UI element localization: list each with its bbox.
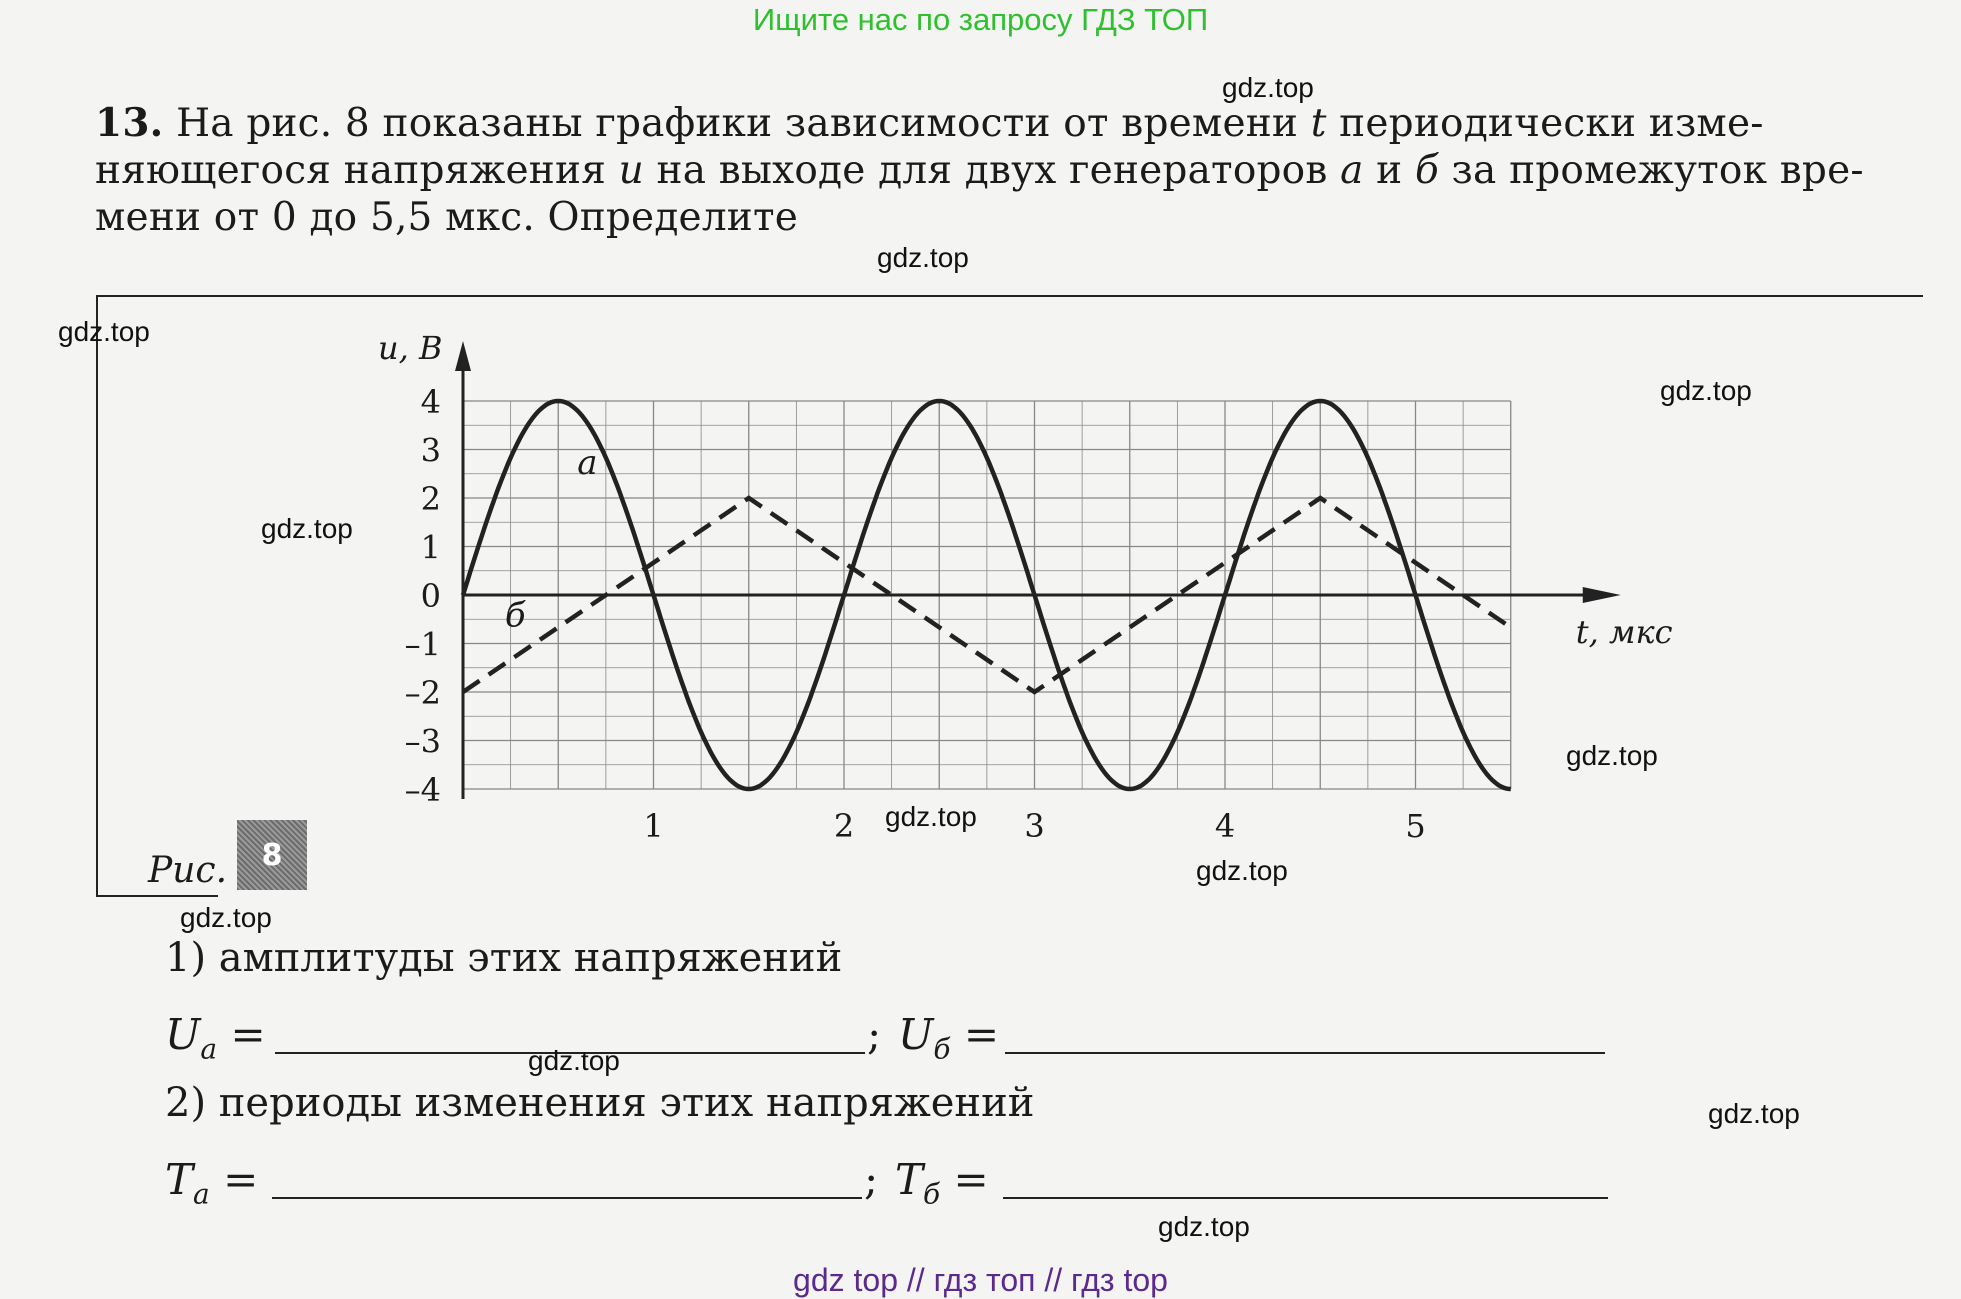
y-tick-label: 1: [420, 528, 441, 567]
answer-blank-ta[interactable]: [272, 1197, 862, 1199]
x-tick-label: 2: [833, 807, 855, 845]
problem-text-part: няющегося напряжения: [95, 148, 619, 193]
problem-text-part: периодически изме-: [1326, 101, 1764, 146]
answer-label-ub: [898, 1010, 999, 1065]
figure-number-badge: 8: [237, 820, 307, 890]
subscript-a: а: [193, 1177, 210, 1211]
y-tick-label: 2: [420, 480, 441, 518]
watermark: gdz.top: [1566, 740, 1658, 771]
watermark: gdz.top: [1222, 72, 1314, 103]
generator-b-label: б: [1414, 148, 1439, 193]
x-tick-label: 3: [1024, 807, 1045, 845]
symbol-u: U: [898, 1010, 934, 1059]
figure-caption: Рис.: [148, 850, 228, 891]
x-axis-label: t, мкс: [1575, 613, 1673, 651]
problem-text-part: мени от 0 до 5,5 мкс. Определите: [95, 195, 799, 240]
x-axis-arrow: [1583, 587, 1621, 603]
separator: ;: [867, 1010, 882, 1059]
variable-u: u: [618, 148, 644, 193]
answer-label-ta: [165, 1155, 258, 1210]
answer-label-tb: [895, 1155, 989, 1210]
answer-label-ua: [165, 1010, 266, 1065]
symbol-t: T: [895, 1155, 924, 1204]
generator-a-label: а: [1340, 148, 1364, 193]
y-axis-label: u, В: [378, 329, 443, 367]
y-axis-arrow: [455, 341, 471, 371]
y-tick-label: 4: [420, 383, 441, 421]
watermark: gdz.top: [528, 1045, 620, 1076]
y-tick-label: –1: [404, 625, 441, 664]
watermark: gdz.top: [1158, 1211, 1250, 1242]
y-tick-label: 0: [420, 577, 441, 615]
equals-sign: =: [217, 1010, 266, 1059]
y-tick-label: –4: [404, 771, 441, 809]
equals-sign: =: [940, 1155, 989, 1204]
series-b-label: б: [504, 595, 526, 636]
x-tick-label: 5: [1405, 807, 1426, 845]
separator: ;: [864, 1155, 879, 1204]
problem-number: 13.: [95, 100, 164, 146]
variable-t: t: [1310, 101, 1327, 146]
y-tick-label: 3: [420, 431, 441, 470]
watermark: gdz.top: [180, 902, 272, 933]
watermark: gdz.top: [885, 801, 977, 832]
watermark: gdz.top: [261, 513, 353, 544]
problem-text-part: На рис. 8 показаны графики зависимости от времени: [176, 101, 1311, 146]
x-tick-label: 1: [643, 807, 664, 845]
problem-text-part: и: [1363, 148, 1415, 193]
answer-blank-ub[interactable]: [1005, 1052, 1605, 1054]
equals-sign: =: [209, 1155, 259, 1204]
watermark: gdz.top: [1660, 375, 1752, 406]
footer-links[interactable]: gdz top // гдз топ // гдз top: [793, 1262, 1168, 1298]
search-banner[interactable]: Ищите нас по запросу ГДЗ ТОП: [752, 2, 1209, 37]
y-tick-label: –2: [404, 674, 441, 712]
symbol-u: U: [165, 1010, 201, 1059]
series-a-label: а: [577, 442, 598, 483]
problem-text-part: на выходе для двух генераторов: [643, 148, 1341, 193]
problem-text-part: за промежуток вре-: [1438, 148, 1864, 193]
subscript-b: б: [923, 1177, 941, 1211]
answer-blank-tb[interactable]: [1003, 1197, 1608, 1199]
question-2: 2) периоды изменения этих напряжений: [165, 1080, 1035, 1126]
subscript-b: б: [933, 1032, 951, 1066]
x-tick-label: 4: [1214, 807, 1236, 845]
watermark: gdz.top: [877, 242, 969, 273]
question-1: 1) амплитуды этих напряжений: [165, 935, 843, 981]
subscript-a: а: [200, 1032, 218, 1066]
watermark: gdz.top: [1196, 855, 1288, 886]
watermark: gdz.top: [1708, 1098, 1800, 1129]
equals-sign: =: [950, 1010, 1000, 1059]
symbol-t: T: [165, 1155, 194, 1204]
watermark: gdz.top: [58, 316, 150, 347]
y-tick-label: –3: [404, 722, 441, 761]
